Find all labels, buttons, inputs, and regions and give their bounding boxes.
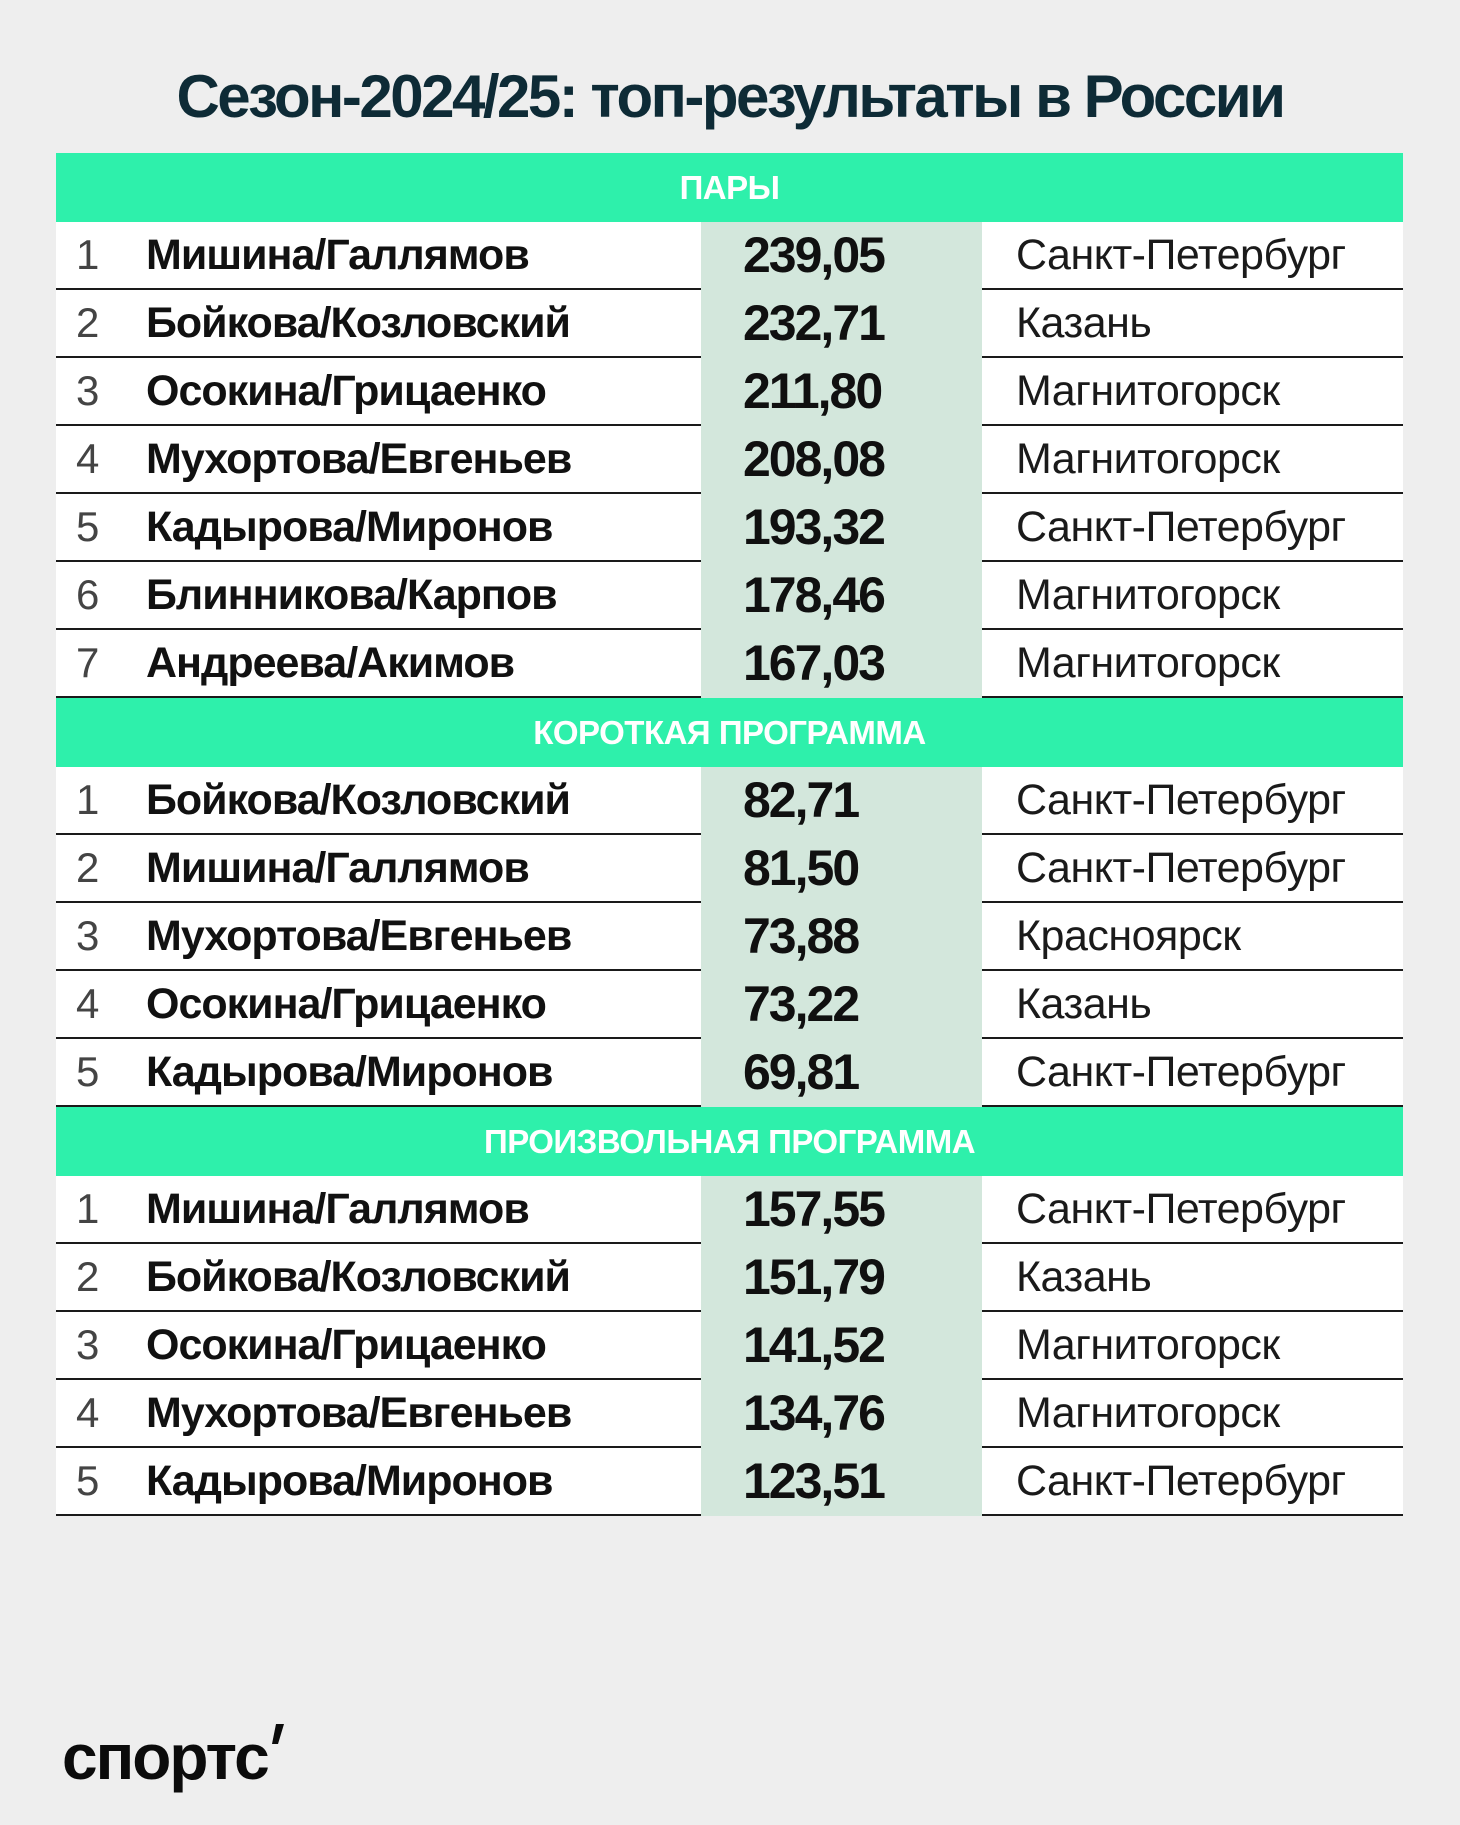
rank-cell: 3 [76,1321,100,1368]
pair-name-cell: Мухортова/Евгеньев [146,1388,572,1437]
pair-name-cell: Мухортова/Евгеньев [146,911,572,960]
score-cell: 73,88 [743,908,859,964]
table-row [56,971,1403,1039]
pair-name-cell: Кадырова/Миронов [146,1456,553,1505]
score-cell: 239,05 [743,227,884,283]
logo-text: спортс [62,1721,268,1793]
rank-cell: 2 [76,844,100,891]
rank-cell: 5 [76,1457,100,1504]
table-row [56,1312,1403,1380]
city-cell: Магнитогорск [1016,570,1280,619]
score-cell: 178,46 [743,567,884,623]
city-cell: Казань [1016,1252,1152,1301]
score-cell: 157,55 [743,1181,884,1237]
table-row [56,1039,1403,1107]
table-row [56,835,1403,903]
city-cell: Казань [1016,298,1152,347]
table-row [56,562,1403,630]
city-cell: Санкт-Петербург [1016,775,1346,824]
rank-cell: 6 [76,571,100,618]
pair-name-cell: Блинникова/Карпов [146,570,557,619]
city-cell: Санкт-Петербург [1016,502,1346,551]
rank-cell: 4 [76,1389,100,1436]
city-cell: Магнитогорск [1016,1388,1280,1437]
table-row [56,426,1403,494]
score-cell: 232,71 [743,295,884,351]
score-cell: 141,52 [743,1317,884,1373]
brand-logo [62,1720,296,1794]
table-row [56,1244,1403,1312]
pair-name-cell: Осокина/Грицаенко [146,366,546,415]
rank-cell: 5 [76,1048,100,1095]
score-cell: 211,80 [743,363,882,419]
city-cell: Красноярск [1016,911,1241,960]
pair-name-cell: Осокина/Грицаенко [146,979,546,1028]
city-cell: Санкт-Петербург [1016,230,1346,279]
rank-cell: 1 [76,776,100,823]
score-cell: 81,50 [743,840,859,896]
table-row [56,1380,1403,1448]
rank-cell: 4 [76,980,100,1027]
rank-cell: 2 [76,299,100,346]
rank-cell: 3 [76,912,100,959]
score-cell: 151,79 [743,1249,884,1305]
rank-cell: 3 [76,367,100,414]
city-cell: Магнитогорск [1016,638,1280,687]
city-cell: Магнитогорск [1016,366,1280,415]
results-section [56,1107,1403,1516]
table-row [56,1176,1403,1244]
section-header: КОРОТКАЯ ПРОГРАММА [56,698,1403,767]
page-title: Сезон-2024/25: топ-результаты в России [176,63,1284,130]
pair-name-cell: Кадырова/Миронов [146,1047,553,1096]
rank-cell: 1 [76,231,100,278]
city-cell: Санкт-Петербург [1016,1184,1346,1233]
city-cell: Санкт-Петербург [1016,843,1346,892]
score-cell: 73,22 [743,976,859,1032]
table-row [56,767,1403,835]
rank-cell: 2 [76,1253,100,1300]
pair-name-cell: Бойкова/Козловский [146,1252,570,1301]
table-row [56,290,1403,358]
city-cell: Магнитогорск [1016,1320,1280,1369]
pair-name-cell: Кадырова/Миронов [146,502,553,551]
pair-name-cell: Бойкова/Козловский [146,298,570,347]
table-row [56,222,1403,290]
pair-name-cell: Мишина/Галлямов [146,843,529,892]
score-cell: 134,76 [743,1385,884,1441]
rank-cell: 5 [76,503,100,550]
results-section [56,698,1403,1107]
rank-cell: 4 [76,435,100,482]
table-row [56,494,1403,562]
pair-name-cell: Мишина/Галлямов [146,1184,529,1233]
score-cell: 167,03 [743,635,884,691]
table-row [56,1448,1403,1516]
table-row [56,630,1403,698]
section-header: ПАРЫ [56,153,1403,222]
city-cell: Казань [1016,979,1152,1028]
city-cell: Санкт-Петербург [1016,1047,1346,1096]
score-cell: 69,81 [743,1044,859,1100]
city-cell: Санкт-Петербург [1016,1456,1346,1505]
table-row [56,358,1403,426]
table-row [56,903,1403,971]
score-cell: 82,71 [743,772,859,828]
results-table [56,153,1403,1516]
pair-name-cell: Осокина/Грицаенко [146,1320,546,1369]
logo-quote-icon [270,1720,296,1750]
score-cell: 193,32 [743,499,884,555]
pair-name-cell: Мухортова/Евгеньев [146,434,572,483]
rank-cell: 7 [76,639,100,686]
city-cell: Магнитогорск [1016,434,1280,483]
score-cell: 123,51 [743,1453,884,1509]
section-header: ПРОИЗВОЛЬНАЯ ПРОГРАММА [56,1107,1403,1176]
pair-name-cell: Андреева/Акимов [146,638,515,687]
results-section [56,153,1403,698]
rank-cell: 1 [76,1185,100,1232]
score-cell: 208,08 [743,431,884,487]
pair-name-cell: Бойкова/Козловский [146,775,570,824]
pair-name-cell: Мишина/Галлямов [146,230,529,279]
